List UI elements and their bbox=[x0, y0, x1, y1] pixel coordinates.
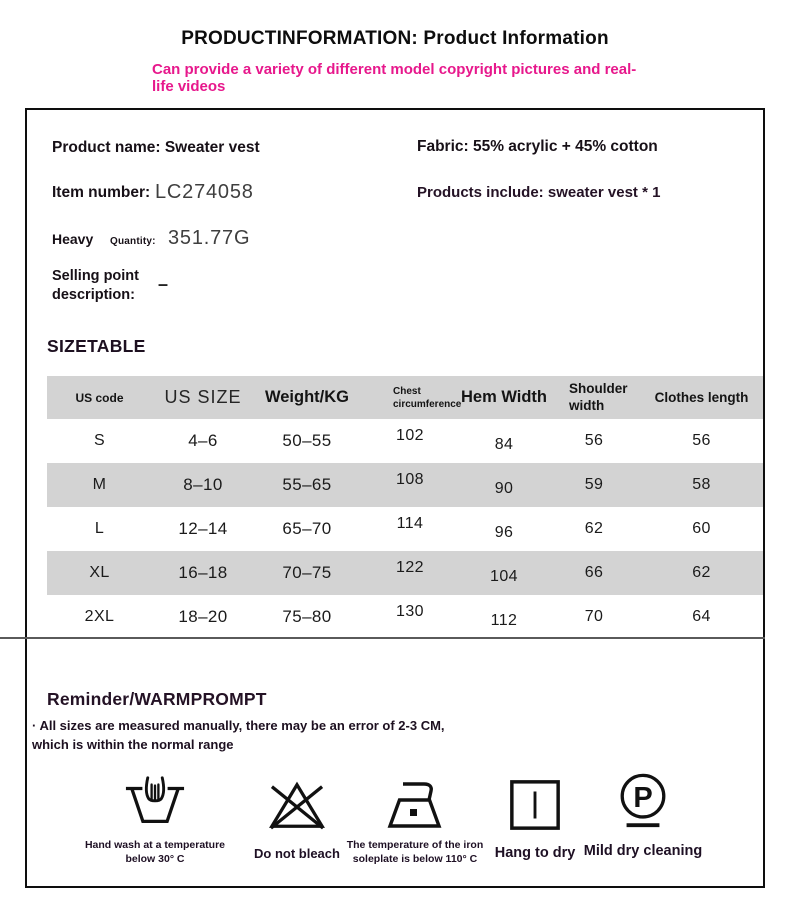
table-cell: 18–20 bbox=[178, 607, 228, 626]
care-label: Hang to dry bbox=[494, 845, 576, 861]
table-cell: 58 bbox=[692, 476, 711, 493]
table-cell: L bbox=[94, 520, 105, 537]
hang-to-dry-icon bbox=[508, 770, 562, 832]
weight-label: Heavy bbox=[52, 231, 94, 247]
care-label: Mild dry cleaning bbox=[583, 843, 703, 859]
care-label: The temperature of the iron soleplate is below 110° C bbox=[346, 839, 484, 865]
table-cell-value: 84 bbox=[494, 436, 514, 453]
size-table-heading: SIZETABLE bbox=[47, 336, 146, 356]
table-cell: 12–14 bbox=[178, 519, 228, 538]
hand-wash-icon bbox=[124, 770, 186, 832]
item-number-label: Item number: bbox=[52, 184, 151, 201]
table-cell-value: 108 bbox=[396, 471, 424, 488]
table-row-s bbox=[47, 419, 763, 463]
table-cell bbox=[360, 551, 460, 595]
table-cell: 66 bbox=[584, 564, 604, 581]
table-row-m bbox=[47, 463, 763, 507]
table-cell: 4–6 bbox=[188, 431, 218, 450]
table-cell: 50–55 bbox=[282, 431, 332, 450]
horizontal-divider bbox=[0, 637, 765, 639]
table-cell: 62 bbox=[584, 520, 604, 537]
table-cell-value: 102 bbox=[396, 427, 424, 444]
do-not-bleach-icon bbox=[268, 770, 326, 832]
column-header-us-code: US code bbox=[75, 390, 124, 405]
table-cell: 59 bbox=[584, 476, 604, 493]
table-cell bbox=[460, 551, 548, 595]
product-name-label: Product name: Sweater vest bbox=[52, 139, 260, 156]
table-cell bbox=[360, 463, 460, 507]
table-cell-value: 122 bbox=[396, 559, 424, 576]
table-row-l bbox=[47, 507, 763, 551]
reminder-heading: Reminder/WARMPROMPT bbox=[47, 689, 267, 709]
table-row-xl bbox=[47, 551, 763, 595]
products-include-label: Products include: sweater vest * 1 bbox=[417, 184, 661, 201]
table-cell bbox=[360, 507, 460, 551]
care-label: Do not bleach bbox=[254, 846, 340, 861]
table-cell: S bbox=[93, 432, 106, 449]
column-header-shoulder: Shoulder width bbox=[569, 380, 628, 413]
page-subtitle: Can provide a variety of different model copyright pictures and real-life videos bbox=[152, 61, 637, 96]
table-cell: 2XL bbox=[84, 608, 115, 625]
table-cell: 16–18 bbox=[178, 563, 228, 582]
table-cell: 55–65 bbox=[282, 475, 332, 494]
table-cell bbox=[460, 463, 548, 507]
column-header-hem: Hem Width bbox=[460, 388, 547, 406]
table-cell bbox=[460, 595, 548, 639]
item-number-value: LC274058 bbox=[155, 181, 254, 203]
table-cell-value: 130 bbox=[396, 603, 424, 620]
table-cell: 75–80 bbox=[282, 607, 332, 626]
table-cell bbox=[460, 419, 548, 463]
table-cell bbox=[360, 595, 460, 639]
column-header-us-size: US SIZE bbox=[164, 387, 242, 407]
table-cell-value: 104 bbox=[490, 568, 518, 585]
weight-sublabel: Quantity: bbox=[110, 236, 156, 247]
table-cell: 70–75 bbox=[282, 563, 332, 582]
mild-dry-clean-icon bbox=[614, 770, 672, 832]
table-cell: 65–70 bbox=[282, 519, 332, 538]
table-cell: 64 bbox=[692, 608, 711, 625]
column-header-chest: Chest circumference bbox=[393, 385, 462, 410]
table-cell: 56 bbox=[584, 432, 604, 449]
table-cell bbox=[360, 419, 460, 463]
selling-point-value: – bbox=[158, 274, 169, 294]
weight-value: 351.77G bbox=[168, 227, 251, 249]
size-table-header-row bbox=[47, 376, 763, 419]
page-title: PRODUCTINFORMATION: Product Information bbox=[181, 28, 609, 49]
table-cell: 60 bbox=[692, 520, 711, 537]
table-cell: 8–10 bbox=[183, 475, 223, 494]
table-cell: 62 bbox=[692, 564, 711, 581]
selling-point-label: Selling point description: bbox=[52, 268, 139, 303]
care-instructions-row bbox=[0, 770, 790, 875]
fabric-label: Fabric: 55% acrylic + 45% cotton bbox=[417, 138, 658, 155]
reminder-note: · All sizes are measured manually, there may be an error of 2-3 CM, which is within the normal range bbox=[32, 718, 445, 752]
iron-low-temp-icon bbox=[383, 770, 447, 832]
care-figure-hand-wash bbox=[80, 770, 230, 866]
column-header-weight: Weight/KG bbox=[264, 388, 350, 406]
size-table bbox=[47, 376, 763, 639]
care-figure-dry-clean bbox=[563, 770, 723, 861]
table-cell: XL bbox=[89, 564, 110, 581]
table-cell-value: 90 bbox=[494, 480, 514, 497]
care-label: Hand wash at a temperature below 30° C bbox=[84, 839, 226, 865]
table-cell: 70 bbox=[584, 608, 604, 625]
column-header-length: Clothes length bbox=[654, 390, 749, 405]
table-cell: M bbox=[92, 476, 107, 493]
table-cell-value: 96 bbox=[494, 524, 514, 541]
table-cell bbox=[460, 507, 548, 551]
table-row-2xl bbox=[47, 595, 763, 639]
svg-text:P: P bbox=[633, 781, 653, 814]
table-cell-value: 114 bbox=[396, 515, 424, 532]
table-cell-value: 112 bbox=[490, 612, 518, 629]
table-cell: 56 bbox=[692, 432, 711, 449]
